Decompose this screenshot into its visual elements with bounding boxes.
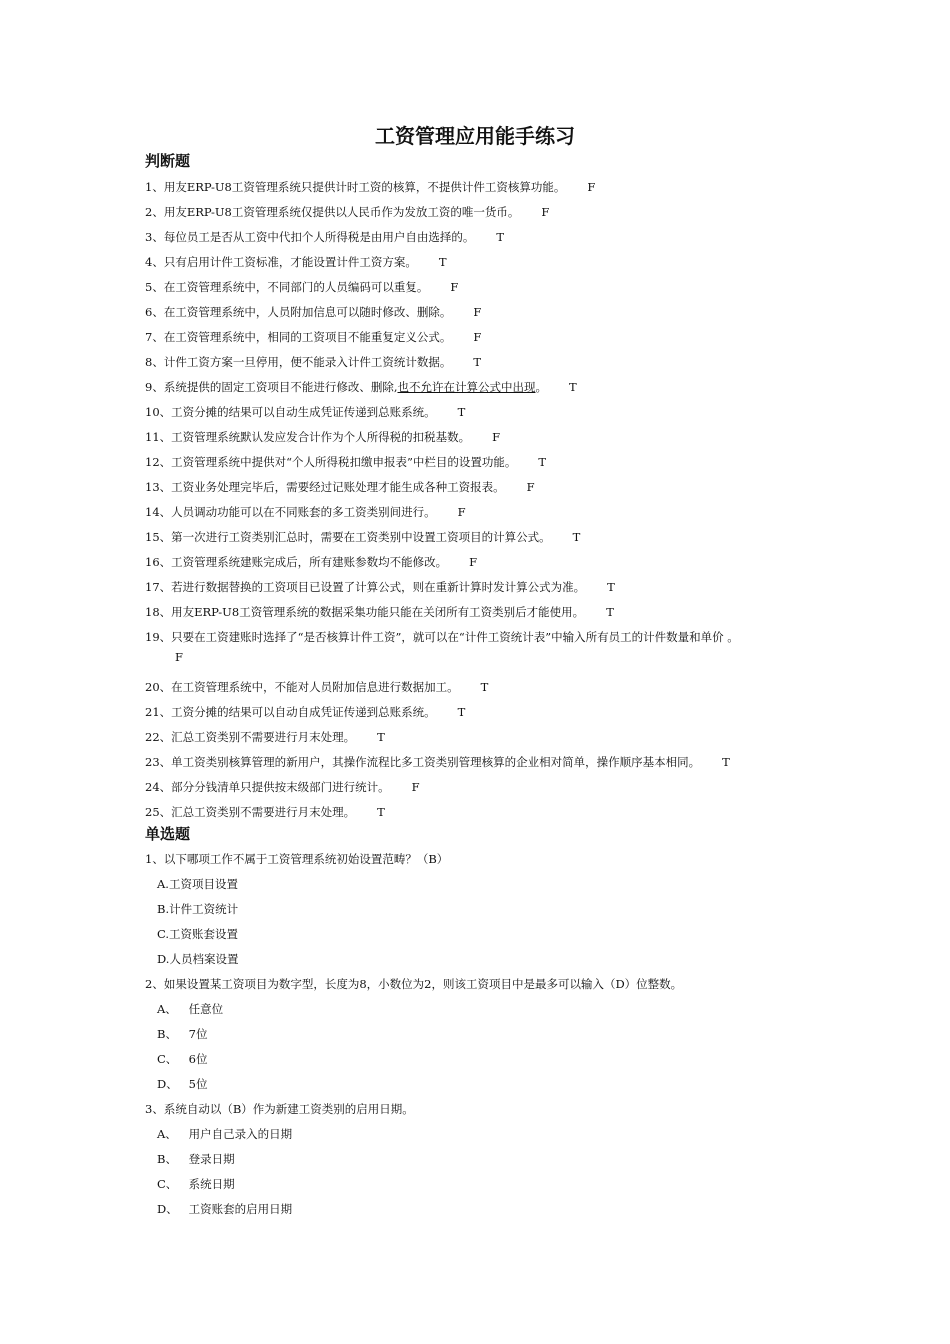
tf-answer: F <box>450 280 459 294</box>
mc-option-label: C、 <box>157 1177 178 1191</box>
tf-answer: T <box>722 755 730 769</box>
mc-option-label: D. <box>157 952 170 966</box>
tf-question-item <box>145 177 845 202</box>
tf-question-text: 23、单工资类别核算管理的新用户，其操作流程比多工资类别管理核算的企业相对简单，操作顺序基本相同。 <box>145 755 701 769</box>
tf-answer: F <box>473 330 482 344</box>
tf-question-item <box>145 427 845 452</box>
mc-option <box>145 1074 845 1099</box>
tf-question-item <box>145 477 845 502</box>
mc-option <box>145 949 845 974</box>
mc-option <box>145 999 845 1024</box>
tf-question-text: 1、用友ERP-U8工资管理系统只提供计时工资的核算，不提供计件工资核算功能。 <box>145 180 566 194</box>
mc-option-text: 5位 <box>188 1077 208 1091</box>
tf-answer: T <box>607 580 615 594</box>
tf-answer: T <box>568 380 577 394</box>
single-choice-list <box>145 849 845 1224</box>
tf-question-text: 8、计件工资方案一旦停用，便不能录入计件工资统计数据。 <box>145 355 452 369</box>
tf-answer: F <box>526 480 535 494</box>
tf-question-underlined-text: 也不允许在计算公式中出现 <box>397 380 536 394</box>
tf-question-text: 6、在工资管理系统中，人员附加信息可以随时修改、删除。 <box>145 305 452 319</box>
tf-question-item <box>145 552 845 577</box>
tf-question-item <box>145 777 845 802</box>
mc-option <box>145 1199 845 1224</box>
tf-question-item <box>145 627 845 677</box>
mc-option-text: 任意位 <box>188 1002 224 1016</box>
true-false-list <box>145 177 845 827</box>
mc-option <box>145 1024 845 1049</box>
tf-question-text: 13、工资业务处理完毕后，需要经过记账处理才能生成各种工资报表。 <box>145 480 505 494</box>
true-false-heading: 判断题 <box>145 152 191 170</box>
mc-option <box>145 1124 845 1149</box>
mc-option-text: 计件工资统计 <box>169 902 239 916</box>
tf-answer: F <box>492 430 501 444</box>
tf-question-item <box>145 702 845 727</box>
tf-question-item <box>145 327 845 352</box>
mc-option-label: C、 <box>157 1052 178 1066</box>
tf-question-text: 4、只有启用计件工资标准，才能设置计件工资方案。 <box>145 255 417 269</box>
tf-question-item <box>145 227 845 252</box>
tf-question-item <box>145 352 845 377</box>
tf-answer: F <box>587 180 596 194</box>
tf-question-item <box>145 302 845 327</box>
tf-answer: T <box>473 355 481 369</box>
tf-question-item <box>145 502 845 527</box>
tf-question-text: 12、工资管理系统中提供对“个人所得税扣缴申报表”中栏目的设置功能。 <box>145 455 517 469</box>
tf-question-text: 16、工资管理系统建账完成后，所有建账参数均不能修改。 <box>145 555 448 569</box>
mc-option-text: 7位 <box>188 1027 208 1041</box>
mc-option-label: C. <box>157 927 170 941</box>
mc-option-label: D、 <box>157 1077 178 1091</box>
tf-question-item <box>145 752 845 777</box>
tf-question-text: 24、部分分钱清单只提供按末级部门进行统计。 <box>145 780 390 794</box>
tf-question-text: 5、在工资管理系统中，不同部门的人员编码可以重复。 <box>145 280 429 294</box>
tf-question-text-end: 。 <box>535 380 547 394</box>
mc-option <box>145 1149 845 1174</box>
tf-question-text: 7、在工资管理系统中，相同的工资项目不能重复定义公式。 <box>145 330 452 344</box>
single-choice-heading: 单选题 <box>145 825 191 843</box>
tf-answer: F <box>175 650 183 664</box>
tf-question-item <box>145 452 845 477</box>
mc-option-text: 工资账套的启用日期 <box>188 1202 293 1216</box>
mc-option-label: A、 <box>157 1002 177 1016</box>
tf-answer: T <box>457 405 466 419</box>
mc-question-text: 2、如果设置某工资项目为数字型，长度为8，小数位为2，则该工资项目中是最多可以输入（D）位整数。 <box>145 977 683 991</box>
mc-question-text: 1、以下哪项工作不属于工资管理系统初始设置范畴？（B） <box>145 852 449 866</box>
mc-option-text: 人员档案设置 <box>169 952 239 966</box>
tf-question-item <box>145 402 845 427</box>
mc-option-label: A. <box>157 877 169 891</box>
tf-question-item <box>145 577 845 602</box>
tf-answer: T <box>572 530 581 544</box>
mc-option-text: 用户自己录入的日期 <box>188 1127 293 1141</box>
tf-question-item <box>145 802 845 827</box>
tf-answer: F <box>411 780 420 794</box>
tf-question-text: 22、汇总工资类别不需要进行月末处理。 <box>145 730 356 744</box>
mc-option-label: B. <box>157 902 170 916</box>
mc-option-text: 6位 <box>188 1052 208 1066</box>
mc-question-text: 3、系统自动以（B）作为新建工资类别的启用日期。 <box>145 1102 414 1116</box>
mc-option-text: 工资项目设置 <box>168 877 238 891</box>
mc-option-label: B、 <box>157 1027 177 1041</box>
tf-answer: F <box>457 505 466 519</box>
tf-question-text: 15、第一次进行工资类别汇总时，需要在工资类别中设置工资项目的计算公式。 <box>145 530 551 544</box>
mc-option <box>145 1174 845 1199</box>
document-title: 工资管理应用能手练习 <box>375 124 575 148</box>
mc-option <box>145 1049 845 1074</box>
tf-question-item <box>145 202 845 227</box>
tf-question-item <box>145 377 845 402</box>
tf-answer: T <box>606 605 614 619</box>
tf-answer: T <box>538 455 547 469</box>
tf-answer: T <box>496 230 504 244</box>
mc-option-text: 工资账套设置 <box>169 927 239 941</box>
mc-option-label: B、 <box>157 1152 177 1166</box>
tf-answer: T <box>377 730 385 744</box>
tf-question-item <box>145 727 845 752</box>
tf-question-text: 18、用友ERP-U8工资管理系统的数据采集功能只能在关闭所有工资类别后才能使用。 <box>145 605 585 619</box>
tf-question-text: 19、只要在工资建账时选择了“是否核算计件工资”，就可以在“计件工资统计表”中输入所有员工的计件数量和单价 。 <box>145 630 739 644</box>
mc-option-label: A、 <box>157 1127 177 1141</box>
tf-question-text: 14、人员调动功能可以在不同账套的多工资类别间进行。 <box>145 505 436 519</box>
tf-answer: F <box>541 205 550 219</box>
tf-question-item <box>145 602 845 627</box>
tf-answer: T <box>438 255 447 269</box>
tf-question-text: 3、每位员工是否从工资中代扣个人所得税是由用户自由选择的。 <box>145 230 475 244</box>
tf-question-text: 2、用友ERP-U8工资管理系统仅提供以人民币作为发放工资的唯一货币。 <box>145 205 520 219</box>
tf-answer: T <box>377 805 385 819</box>
tf-answer: T <box>480 680 489 694</box>
tf-question-item <box>145 677 845 702</box>
tf-answer-line <box>145 647 845 667</box>
tf-question-text: 11、工资管理系统默认发应发合计作为个人所得税的扣税基数。 <box>145 430 471 444</box>
tf-question-text: 25、汇总工资类别不需要进行月末处理。 <box>145 805 356 819</box>
tf-question-text: 20、在工资管理系统中，不能对人员附加信息进行数据加工。 <box>145 680 459 694</box>
mc-option <box>145 924 845 949</box>
mc-option-label: D、 <box>157 1202 178 1216</box>
mc-option <box>145 874 845 899</box>
tf-question-item <box>145 527 845 552</box>
tf-answer: F <box>469 555 478 569</box>
mc-option-text: 系统日期 <box>188 1177 235 1191</box>
tf-question-text: 10、工资分摊的结果可以自动生成凭证传递到总账系统。 <box>145 405 436 419</box>
tf-question-text: 17、若进行数据替换的工资项目已设置了计算公式，则在重新计算时发计算公式为准。 <box>145 580 586 594</box>
mc-option <box>145 899 845 924</box>
mc-option-text: 登录日期 <box>188 1152 235 1166</box>
tf-answer: T <box>457 705 466 719</box>
tf-question-item <box>145 277 845 302</box>
tf-question-item <box>145 252 845 277</box>
tf-answer: F <box>473 305 482 319</box>
tf-question-text: 9、系统提供的固定工资项目不能进行修改、删除, <box>145 380 398 394</box>
tf-question-text: 21、工资分摊的结果可以自动自成凭证传递到总账系统。 <box>145 705 436 719</box>
